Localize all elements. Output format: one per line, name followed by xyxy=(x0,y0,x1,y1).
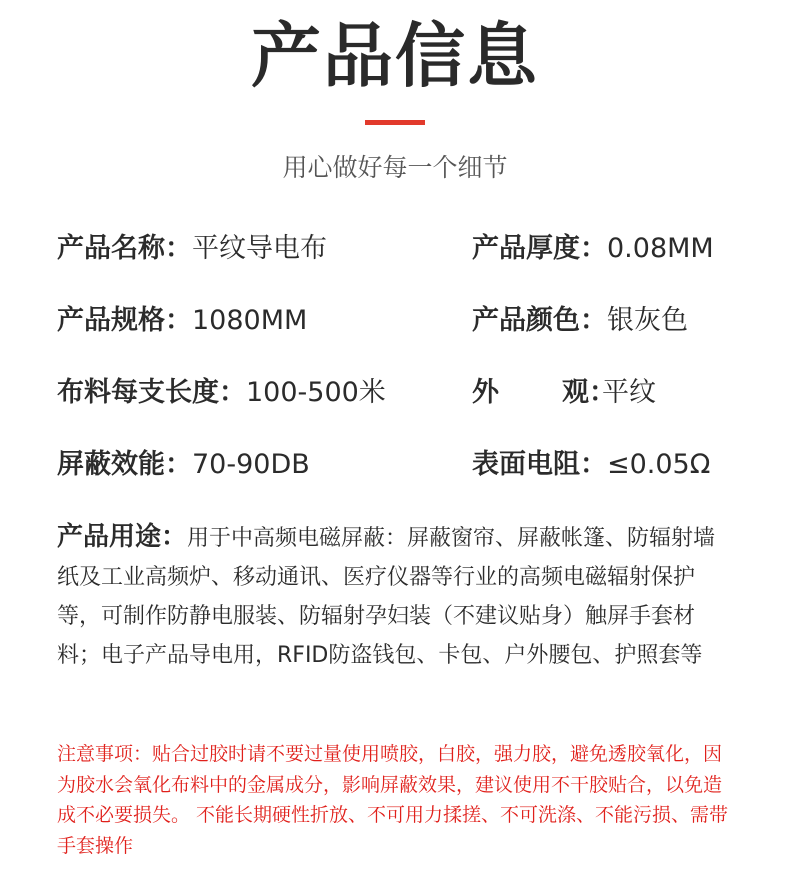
spec-resistance xyxy=(472,447,710,483)
spec-value: 平纹导电布 xyxy=(192,233,327,264)
spec-label-part: 外 xyxy=(472,377,499,408)
spec-value: ≤0.05Ω xyxy=(607,449,711,480)
title-accent-bar xyxy=(365,120,425,125)
spec-label: 屏蔽效能： xyxy=(57,449,192,480)
usage-paragraph xyxy=(57,518,737,675)
spec-value: 100-500米 xyxy=(246,377,386,408)
spec-value: 银灰色 xyxy=(607,305,688,336)
spec-label xyxy=(472,375,616,411)
spec-product-name xyxy=(57,231,327,267)
spec-color xyxy=(472,303,688,339)
spec-label: 布料每支长度： xyxy=(57,377,246,408)
usage-text: 用于中高频电磁屏蔽：屏蔽窗帘、屏蔽帐篷、防辐射墙纸及工业高频炉、移动通讯、医疗仪器等行业的高频电磁辐射保护等，可制作防静电服装、防辐射孕妇装（不建议贴身）触屏手套材料；电子产品导电用，RFID防盗钱包、卡包、户外腰包、护照套等 xyxy=(57,526,716,668)
spec-value: 平纹 xyxy=(602,377,656,408)
notice-paragraph: 注意事项：贴合过胶时请不要过量使用喷胶，白胶，强力胶，避免透胶氧化，因为胶水会氧化布料中的金属成分，影响屏蔽效果，建议使用不干胶贴合，以免造成不必要损失。 不能长期硬性折放、不可用力揉搓、不可洗涤、不能污损、需带手套操作 xyxy=(57,743,729,857)
spec-roll-length xyxy=(57,375,386,411)
spec-label: 产品颜色： xyxy=(472,305,607,336)
spec-value: 1080MM xyxy=(192,305,308,336)
spec-value: 70-90DB xyxy=(192,449,310,480)
page-title: 产品信息 xyxy=(251,15,539,97)
page-subtitle: 用心做好每一个细节 xyxy=(282,153,508,182)
spec-label: 产品厚度： xyxy=(472,233,607,264)
spec-label: 表面电阻： xyxy=(472,449,607,480)
spec-value: 0.08MM xyxy=(607,233,714,264)
spec-size xyxy=(57,303,307,339)
spec-label: 产品规格： xyxy=(57,305,192,336)
spec-shielding xyxy=(57,447,310,483)
spec-label: 产品名称： xyxy=(57,233,192,264)
spec-thickness xyxy=(472,231,714,267)
spec-label-part: 观： xyxy=(562,377,616,408)
spec-appearance xyxy=(472,375,656,411)
usage-label: 产品用途： xyxy=(57,522,188,552)
